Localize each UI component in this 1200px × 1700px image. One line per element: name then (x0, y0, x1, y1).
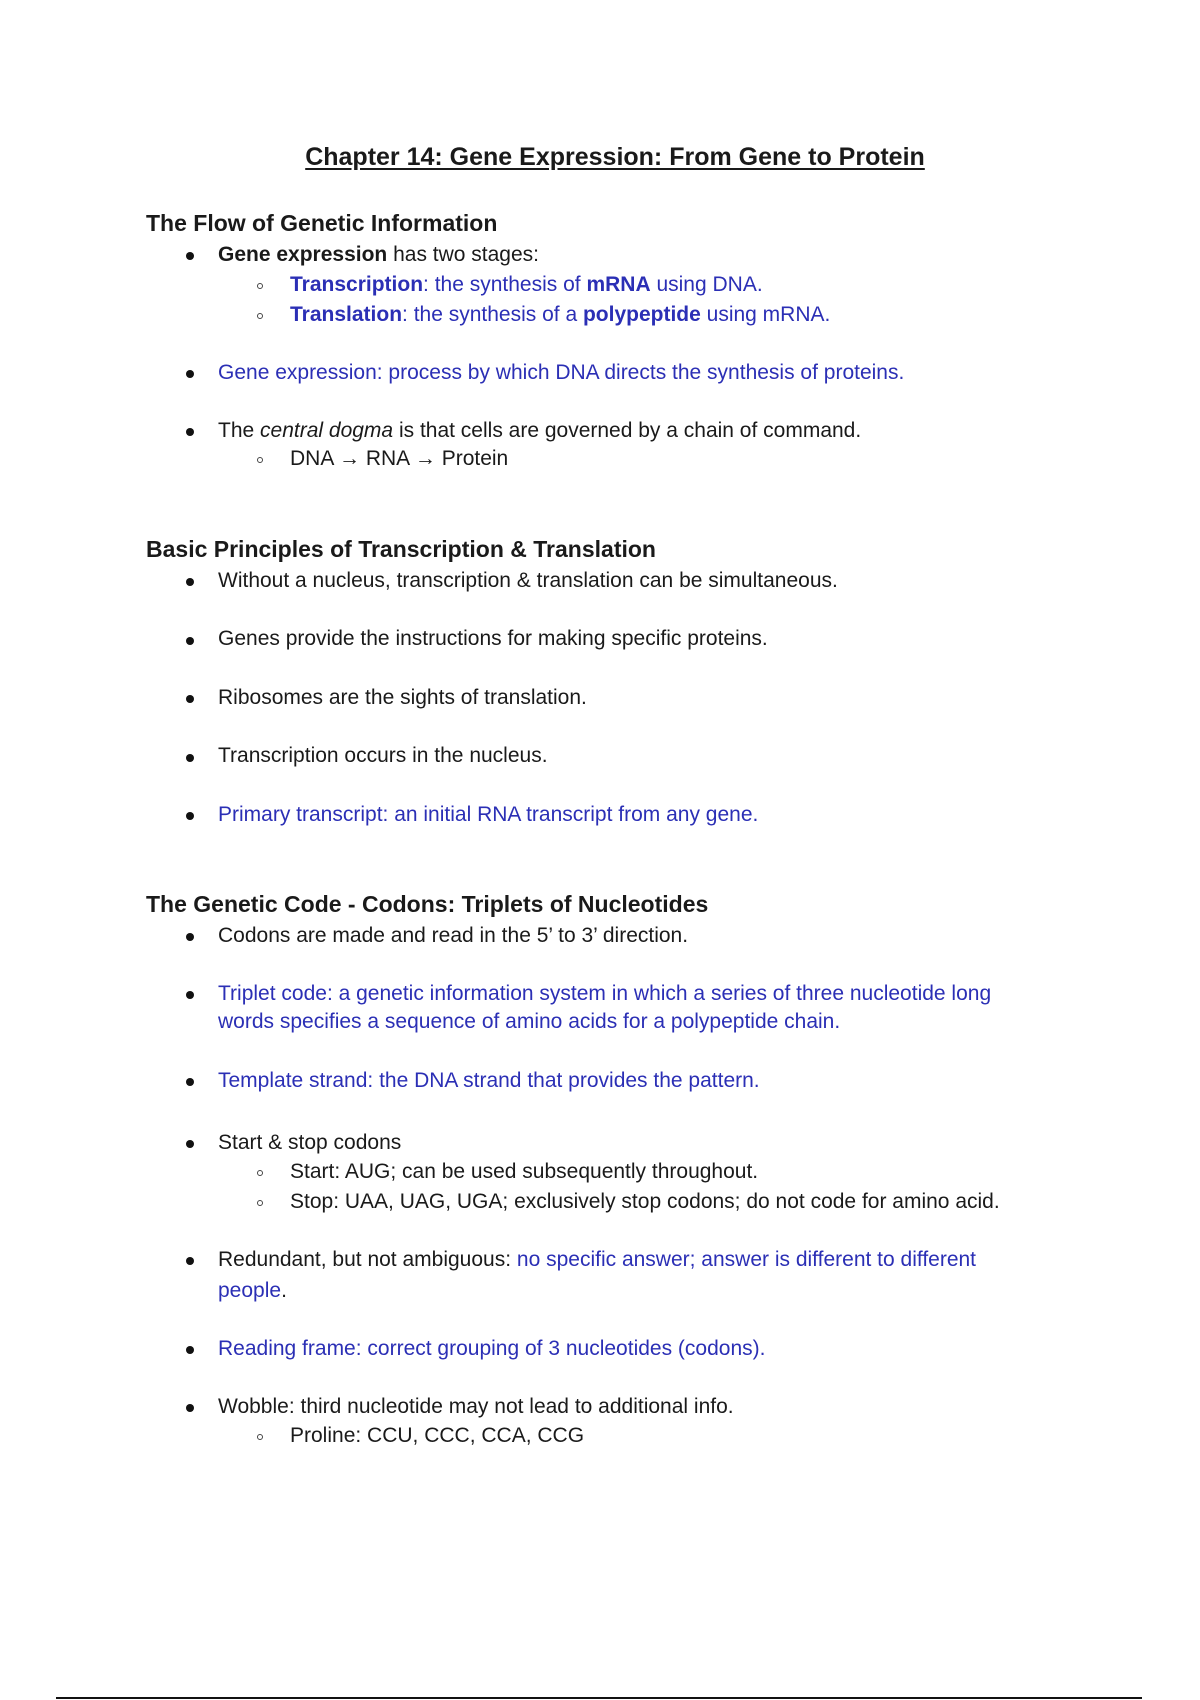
term: Transcription (290, 273, 424, 296)
bullet-icon (186, 370, 194, 378)
term: Gene expression (218, 243, 388, 266)
bullet-icon (186, 991, 194, 999)
list-item: Genes provide the instructions for making specific proteins. (218, 627, 768, 650)
page-bottom-rule (56, 1697, 1142, 1699)
sub-list-item: Start: AUG; can be used subsequently throughout. (290, 1160, 759, 1183)
bullet-icon (186, 428, 194, 436)
list-item: Gene expression: process by which DNA directs the synthesis of proteins. (218, 361, 905, 384)
list-item: Start & stop codons (218, 1131, 402, 1154)
list-item: Template strand: the DNA strand that provides the pattern. (218, 1069, 760, 1092)
bullet-icon (186, 933, 194, 941)
bullet-icon (186, 812, 194, 820)
section-heading-flow: The Flow of Genetic Information (146, 210, 498, 236)
bullet-icon (186, 1140, 194, 1148)
sub-list-item: Transcription: the synthesis of mRNA using DNA. (290, 273, 763, 296)
sub-list-item: Stop: UAA, UAG, UGA; exclusively stop codons; do not code for amino acid. (290, 1190, 1000, 1213)
bullet-icon (186, 1346, 194, 1354)
sub-list-item: Translation: the synthesis of a polypeptide using mRNA. (290, 303, 831, 326)
list-item: Wobble: third nucleotide may not lead to additional info. (218, 1395, 734, 1418)
list-item: Codons are made and read in the 5’ to 3’ direction. (218, 924, 689, 947)
sub-bullet-icon (257, 457, 263, 463)
section-heading-basic: Basic Principles of Transcription & Translation (146, 536, 656, 562)
list-item: Redundant, but not ambiguous: no specific answer; answer is different to different (218, 1248, 977, 1271)
bullet-icon (186, 578, 194, 586)
list-item: Primary transcript: an initial RNA transcript from any gene. (218, 803, 759, 826)
sub-bullet-icon (257, 1170, 263, 1176)
bullet-icon (186, 1404, 194, 1412)
sub-bullet-icon (257, 313, 263, 319)
bullet-icon (186, 252, 194, 260)
term: Translation (290, 303, 403, 326)
page-title: Chapter 14: Gene Expression: From Gene to Protein (305, 143, 925, 171)
list-item-continuation: words specifies a sequence of amino acids for a polypeptide chain. (218, 1010, 841, 1033)
sub-bullet-icon (257, 1200, 263, 1206)
list-item: Gene expression has two stages: (218, 243, 539, 266)
section-heading-code: The Genetic Code - Codons: Triplets of Nucleotides (146, 891, 709, 917)
list-item-continuation: people. (218, 1279, 287, 1302)
sub-bullet-icon (257, 283, 263, 289)
sub-bullet-icon (257, 1434, 263, 1440)
sub-list-item: Proline: CCU, CCC, CCA, CCG (290, 1424, 585, 1447)
list-item: Ribosomes are the sights of translation. (218, 686, 587, 709)
sub-list-item: DNA → RNA → Protein (290, 447, 509, 470)
bullet-icon (186, 1257, 194, 1265)
list-item: Without a nucleus, transcription & translation can be simultaneous. (218, 569, 838, 592)
bullet-icon (186, 695, 194, 703)
bullet-icon (186, 754, 194, 762)
list-item: The central dogma is that cells are governed by a chain of command. (218, 419, 862, 442)
bullet-icon (186, 1078, 194, 1086)
list-item: Transcription occurs in the nucleus. (218, 744, 548, 767)
list-item: Triplet code: a genetic information system in which a series of three nucleotide long (218, 982, 992, 1005)
list-item: Reading frame: correct grouping of 3 nucleotides (codons). (218, 1337, 766, 1360)
bullet-icon (186, 637, 194, 645)
